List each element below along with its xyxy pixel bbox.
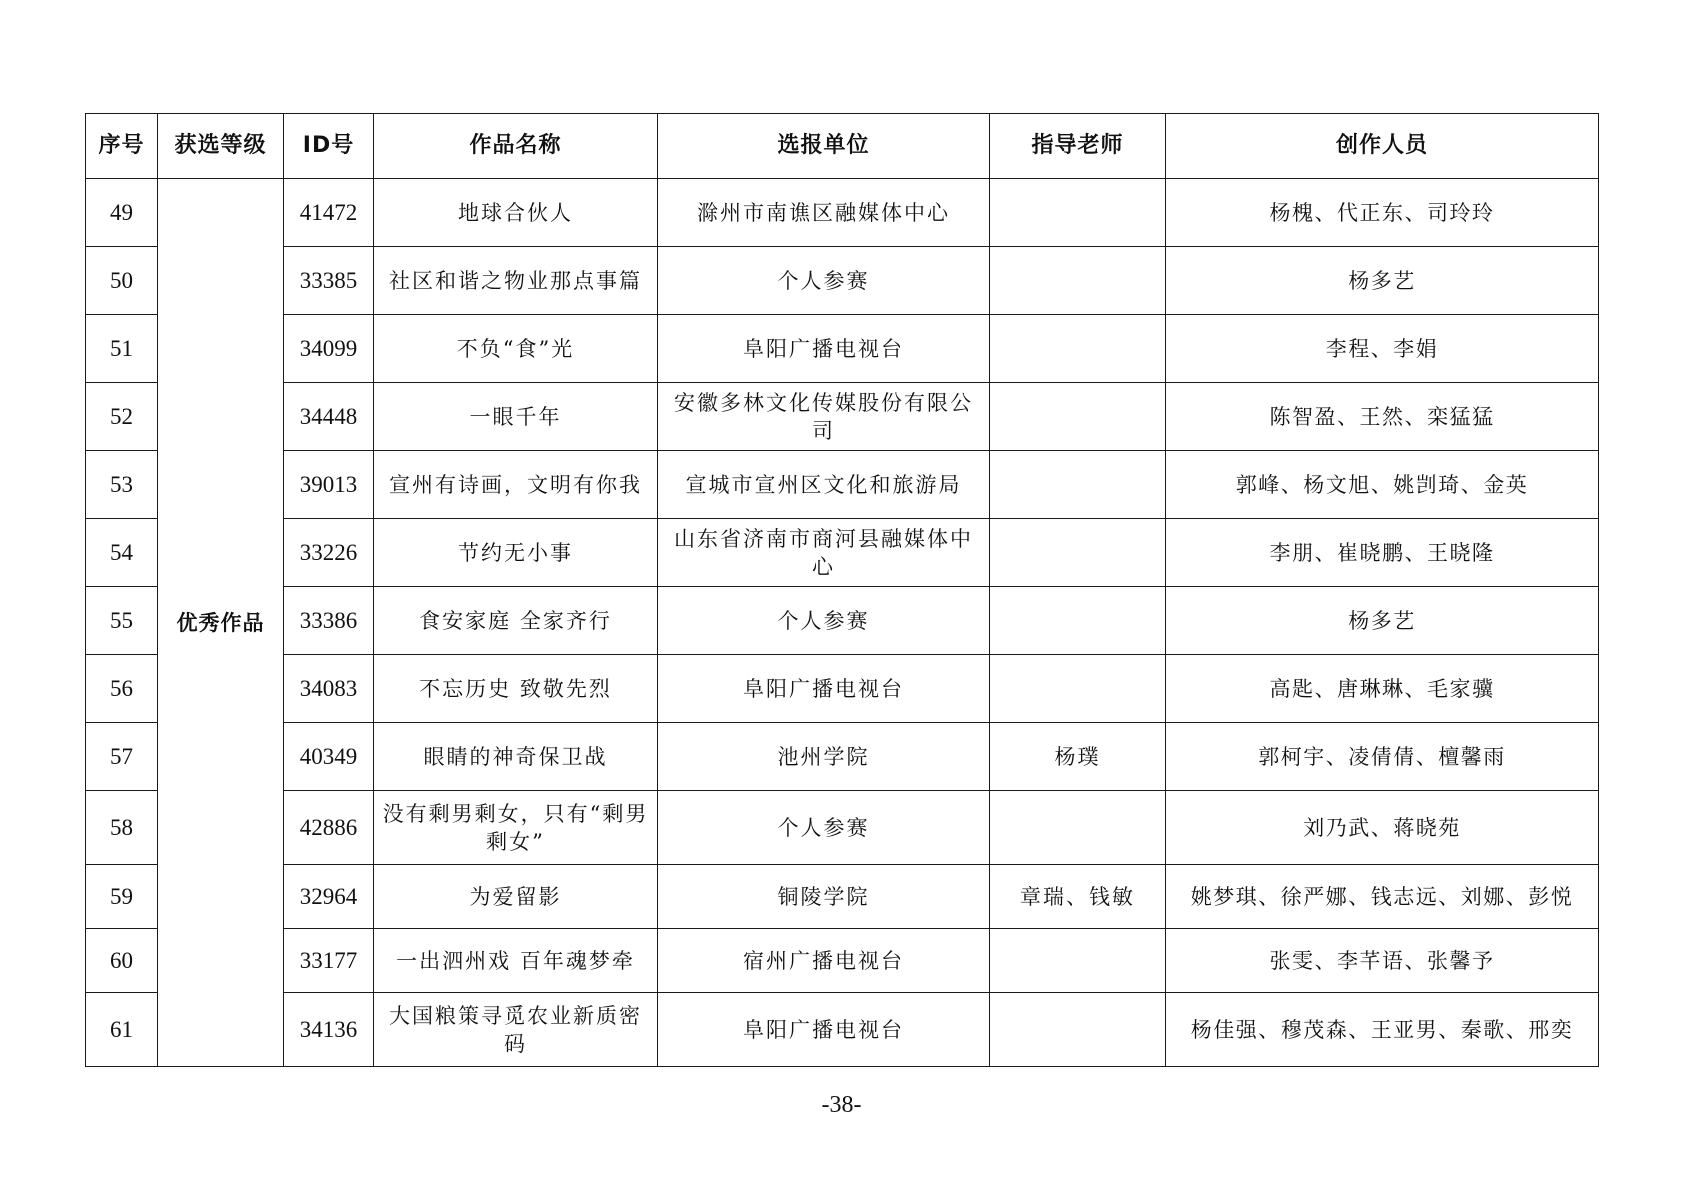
table-row bbox=[86, 655, 1599, 723]
cell-id: 32964 bbox=[284, 865, 374, 929]
table-header-row bbox=[86, 114, 1599, 179]
cell-title: 为爱留影 bbox=[374, 865, 658, 929]
cell-seq: 49 bbox=[86, 179, 158, 247]
cell-creators: 杨佳强、穆茂森、王亚男、秦歌、邢奕 bbox=[1166, 993, 1599, 1067]
header-title: 作品名称 bbox=[374, 114, 658, 179]
table-body bbox=[86, 179, 1599, 1067]
cell-seq: 57 bbox=[86, 723, 158, 791]
cell-creators: 李朋、崔晓鹏、王晓隆 bbox=[1166, 519, 1599, 587]
header-teacher: 指导老师 bbox=[990, 114, 1166, 179]
table-row bbox=[86, 451, 1599, 519]
cell-unit: 宣城市宣州区文化和旅游局 bbox=[658, 451, 990, 519]
cell-seq: 58 bbox=[86, 791, 158, 865]
cell-teacher bbox=[990, 587, 1166, 655]
header-creators: 创作人员 bbox=[1166, 114, 1599, 179]
cell-seq: 59 bbox=[86, 865, 158, 929]
table-row bbox=[86, 865, 1599, 929]
table-row bbox=[86, 929, 1599, 993]
cell-unit: 阜阳广播电视台 bbox=[658, 315, 990, 383]
table-row bbox=[86, 179, 1599, 247]
table-row bbox=[86, 791, 1599, 865]
cell-seq: 50 bbox=[86, 247, 158, 315]
cell-id: 33177 bbox=[284, 929, 374, 993]
cell-id: 34448 bbox=[284, 383, 374, 451]
table-row bbox=[86, 993, 1599, 1067]
table-row bbox=[86, 315, 1599, 383]
cell-teacher: 杨璞 bbox=[990, 723, 1166, 791]
cell-id: 33385 bbox=[284, 247, 374, 315]
cell-creators: 李程、李娟 bbox=[1166, 315, 1599, 383]
cell-title: 一出泗州戏 百年魂梦牵 bbox=[374, 929, 658, 993]
cell-teacher: 章瑞、钱敏 bbox=[990, 865, 1166, 929]
cell-teacher bbox=[990, 791, 1166, 865]
cell-id: 34083 bbox=[284, 655, 374, 723]
cell-unit: 滁州市南谯区融媒体中心 bbox=[658, 179, 990, 247]
cell-id: 34099 bbox=[284, 315, 374, 383]
cell-teacher bbox=[990, 179, 1166, 247]
cell-unit: 个人参赛 bbox=[658, 791, 990, 865]
cell-creators: 杨多艺 bbox=[1166, 587, 1599, 655]
cell-creators: 张雯、李芊语、张馨予 bbox=[1166, 929, 1599, 993]
cell-seq: 54 bbox=[86, 519, 158, 587]
cell-teacher bbox=[990, 993, 1166, 1067]
table-row bbox=[86, 723, 1599, 791]
cell-teacher bbox=[990, 929, 1166, 993]
cell-teacher bbox=[990, 315, 1166, 383]
table-row bbox=[86, 383, 1599, 451]
cell-seq: 61 bbox=[86, 993, 158, 1067]
awards-table bbox=[85, 113, 1599, 1067]
cell-title: 眼睛的神奇保卫战 bbox=[374, 723, 658, 791]
cell-level: 优秀作品 bbox=[158, 179, 284, 1067]
cell-seq: 60 bbox=[86, 929, 158, 993]
cell-creators: 郭柯宇、凌倩倩、檀馨雨 bbox=[1166, 723, 1599, 791]
cell-creators: 郭峰、杨文旭、姚剀琦、金英 bbox=[1166, 451, 1599, 519]
cell-teacher bbox=[990, 655, 1166, 723]
table-row bbox=[86, 247, 1599, 315]
cell-title: 大国粮策寻觅农业新质密码 bbox=[374, 993, 658, 1067]
cell-id: 33226 bbox=[284, 519, 374, 587]
cell-title: 一眼千年 bbox=[374, 383, 658, 451]
cell-title: 宣州有诗画，文明有你我 bbox=[374, 451, 658, 519]
cell-title: 社区和谐之物业那点事篇 bbox=[374, 247, 658, 315]
cell-title: 没有剩男剩女，只有“剩男剩女” bbox=[374, 791, 658, 865]
cell-title: 不负“食”光 bbox=[374, 315, 658, 383]
cell-unit: 阜阳广播电视台 bbox=[658, 993, 990, 1067]
table-row bbox=[86, 519, 1599, 587]
cell-unit: 安徽多林文化传媒股份有限公司 bbox=[658, 383, 990, 451]
cell-seq: 56 bbox=[86, 655, 158, 723]
cell-creators: 杨多艺 bbox=[1166, 247, 1599, 315]
cell-title: 节约无小事 bbox=[374, 519, 658, 587]
cell-seq: 51 bbox=[86, 315, 158, 383]
page-number: -38- bbox=[821, 1092, 862, 1118]
cell-unit: 个人参赛 bbox=[658, 587, 990, 655]
cell-unit: 铜陵学院 bbox=[658, 865, 990, 929]
cell-creators: 刘乃武、蒋晓苑 bbox=[1166, 791, 1599, 865]
cell-seq: 53 bbox=[86, 451, 158, 519]
header-id: ID号 bbox=[284, 114, 374, 179]
cell-teacher bbox=[990, 247, 1166, 315]
cell-creators: 姚梦琪、徐严娜、钱志远、刘娜、彭悦 bbox=[1166, 865, 1599, 929]
cell-unit: 池州学院 bbox=[658, 723, 990, 791]
table-row bbox=[86, 587, 1599, 655]
cell-title: 食安家庭 全家齐行 bbox=[374, 587, 658, 655]
cell-teacher bbox=[990, 519, 1166, 587]
cell-unit: 宿州广播电视台 bbox=[658, 929, 990, 993]
cell-id: 42886 bbox=[284, 791, 374, 865]
header-level: 获选等级 bbox=[158, 114, 284, 179]
header-seq: 序号 bbox=[86, 114, 158, 179]
cell-creators: 杨槐、代正东、司玲玲 bbox=[1166, 179, 1599, 247]
cell-id: 40349 bbox=[284, 723, 374, 791]
cell-seq: 55 bbox=[86, 587, 158, 655]
cell-creators: 高匙、唐琳琳、毛家骥 bbox=[1166, 655, 1599, 723]
cell-id: 39013 bbox=[284, 451, 374, 519]
cell-id: 34136 bbox=[284, 993, 374, 1067]
cell-teacher bbox=[990, 383, 1166, 451]
header-unit: 选报单位 bbox=[658, 114, 990, 179]
cell-teacher bbox=[990, 451, 1166, 519]
cell-unit: 个人参赛 bbox=[658, 247, 990, 315]
cell-id: 33386 bbox=[284, 587, 374, 655]
cell-id: 41472 bbox=[284, 179, 374, 247]
cell-title: 地球合伙人 bbox=[374, 179, 658, 247]
cell-unit: 阜阳广播电视台 bbox=[658, 655, 990, 723]
cell-seq: 52 bbox=[86, 383, 158, 451]
cell-unit: 山东省济南市商河县融媒体中心 bbox=[658, 519, 990, 587]
cell-title: 不忘历史 致敬先烈 bbox=[374, 655, 658, 723]
cell-creators: 陈智盈、王然、栾猛猛 bbox=[1166, 383, 1599, 451]
